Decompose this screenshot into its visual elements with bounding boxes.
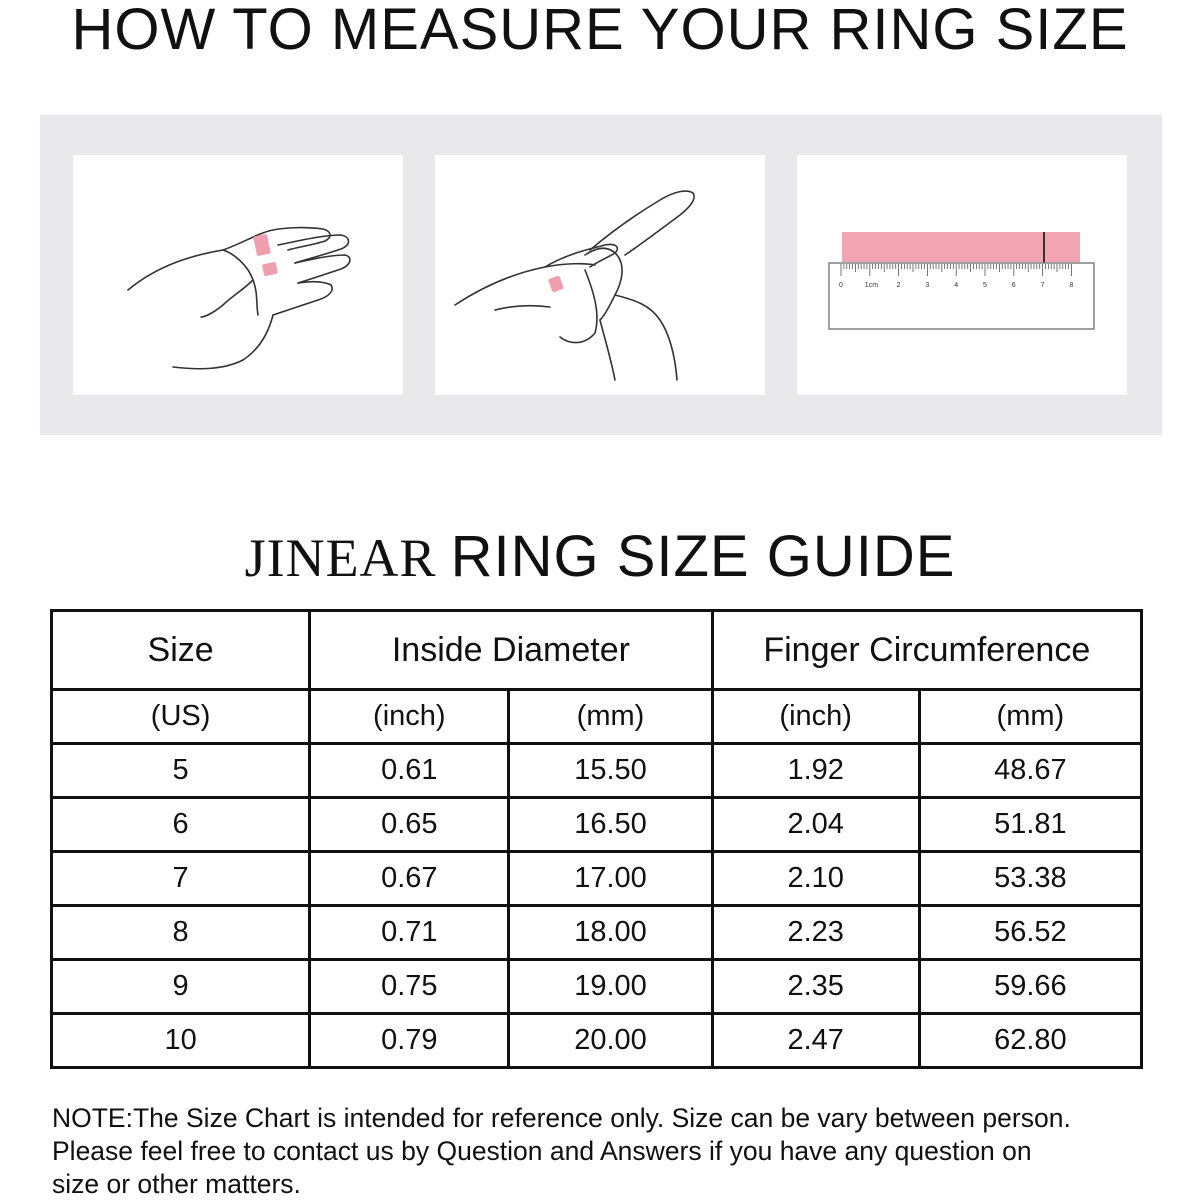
table-cell: 15.50 xyxy=(509,744,712,798)
table-row xyxy=(52,1014,1142,1068)
step-mark-tape-illustration xyxy=(435,155,765,395)
table-cell: 10 xyxy=(52,1014,310,1068)
table-cell: 0.61 xyxy=(310,744,509,798)
unit-cell: (US) xyxy=(52,690,310,744)
table-cell: 53.38 xyxy=(919,852,1141,906)
tape-mark-icon xyxy=(262,262,278,277)
table-cell: 62.80 xyxy=(919,1014,1141,1068)
ruler-icon xyxy=(797,155,1127,395)
ruler-label: 0 xyxy=(839,282,843,289)
ruler-label: 4 xyxy=(954,282,959,289)
ruler-label: 6 xyxy=(1011,282,1016,289)
brand-name: JINEAR xyxy=(244,528,437,588)
size-chart-note xyxy=(52,1102,1162,1201)
units-row xyxy=(52,690,1142,744)
tape-mark-icon xyxy=(548,275,564,292)
table-cell: 7 xyxy=(52,852,310,906)
hand-wrap-icon xyxy=(73,155,403,395)
header-finger-circumference: Finger Circumference xyxy=(712,611,1141,690)
step-wrap-finger-illustration xyxy=(73,155,403,395)
table-row xyxy=(52,852,1142,906)
table-row xyxy=(52,960,1142,1014)
note-line: size or other matters. xyxy=(52,1169,301,1199)
table-cell: 56.52 xyxy=(919,906,1141,960)
ruler-label: 5 xyxy=(983,282,987,289)
note-line: NOTE:The Size Chart is intended for reference only. Size can be vary between person. xyxy=(52,1103,1071,1133)
unit-cell: (mm) xyxy=(919,690,1141,744)
table-cell: 16.50 xyxy=(509,798,712,852)
tape-mark-icon xyxy=(253,234,271,256)
unit-cell: (mm) xyxy=(509,690,712,744)
table-cell: 0.67 xyxy=(310,852,509,906)
table-cell: 20.00 xyxy=(509,1014,712,1068)
table-cell: 5 xyxy=(52,744,310,798)
unit-cell: (inch) xyxy=(712,690,919,744)
table-cell: 18.00 xyxy=(509,906,712,960)
table-cell: 2.35 xyxy=(712,960,919,1014)
table-cell: 0.75 xyxy=(310,960,509,1014)
table-row xyxy=(52,906,1142,960)
step-ruler-illustration xyxy=(797,155,1127,395)
header-size: Size xyxy=(52,611,310,690)
table-cell: 1.92 xyxy=(712,744,919,798)
header-inside-diameter: Inside Diameter xyxy=(310,611,712,690)
ring-size-table xyxy=(50,609,1143,1069)
unit-cell: (inch) xyxy=(310,690,509,744)
measurement-steps-panel xyxy=(40,115,1162,435)
table-cell: 51.81 xyxy=(919,798,1141,852)
table-cell: 2.04 xyxy=(712,798,919,852)
page-title: HOW TO MEASURE YOUR RING SIZE xyxy=(71,0,1129,62)
table-cell: 17.00 xyxy=(509,852,712,906)
pen-mark-icon xyxy=(435,155,765,395)
ruler-label: 1cm xyxy=(864,282,879,289)
table-row xyxy=(52,744,1142,798)
ruler-label: 3 xyxy=(925,282,930,289)
table-row xyxy=(52,798,1142,852)
table-cell: 2.23 xyxy=(712,906,919,960)
table-cell: 19.00 xyxy=(509,960,712,1014)
table-cell: 59.66 xyxy=(919,960,1141,1014)
table-cell: 9 xyxy=(52,960,310,1014)
size-guide-title xyxy=(0,522,1200,592)
table-cell: 2.10 xyxy=(712,852,919,906)
ruler-label: 7 xyxy=(1040,282,1045,289)
ruler-body xyxy=(829,263,1094,329)
table-cell: 8 xyxy=(52,906,310,960)
table-cell: 2.47 xyxy=(712,1014,919,1068)
table-cell: 0.79 xyxy=(310,1014,509,1068)
table-cell: 0.65 xyxy=(310,798,509,852)
ruler-label: 2 xyxy=(896,282,901,289)
guide-heading: RING SIZE GUIDE xyxy=(450,524,956,589)
table-cell: 0.71 xyxy=(310,906,509,960)
ruler-label: 8 xyxy=(1069,282,1074,289)
table-cell: 6 xyxy=(52,798,310,852)
table-cell: 48.67 xyxy=(919,744,1141,798)
note-line: Please feel free to contact us by Question and Answers if you have any question on xyxy=(52,1136,1032,1166)
